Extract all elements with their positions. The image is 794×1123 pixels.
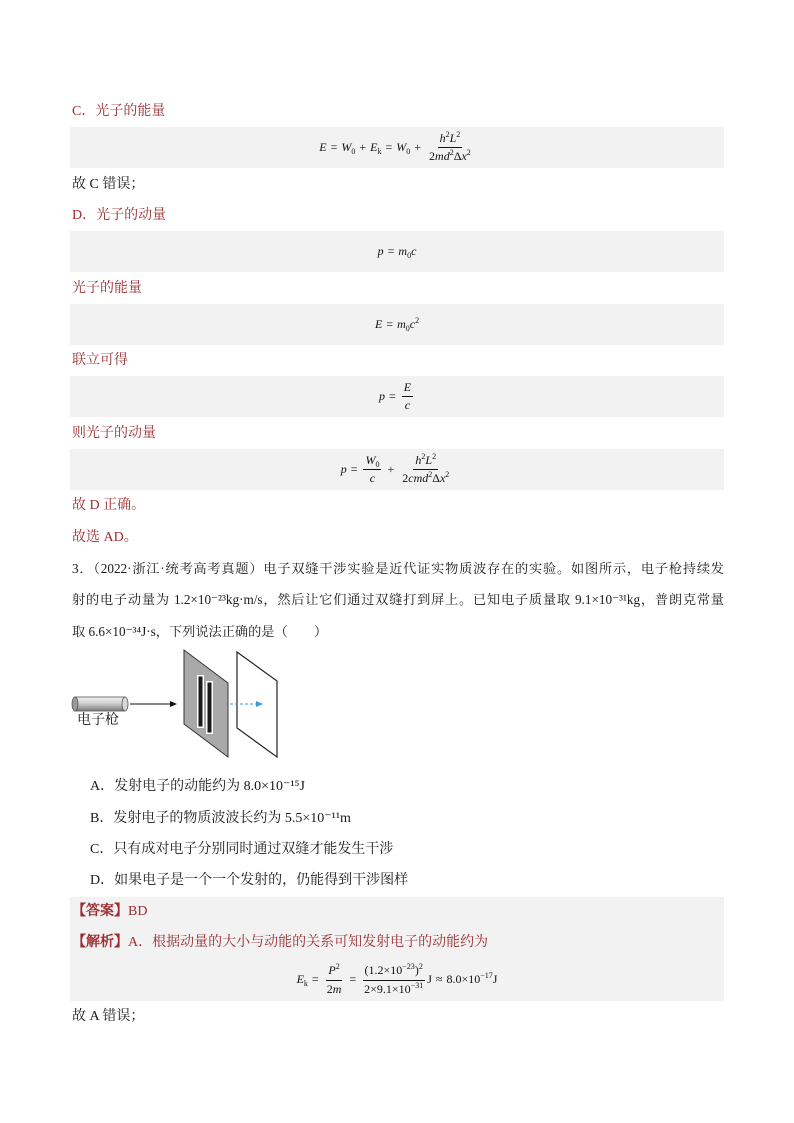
math-operator: +	[414, 139, 422, 154]
math-variable: $m_0$	[397, 316, 410, 333]
final-momentum-formula	[340, 451, 454, 485]
kinetic-energy-formula-row	[70, 959, 724, 1001]
fraction-denominator	[362, 981, 425, 996]
math-number: 2	[429, 149, 436, 163]
math-number: J	[492, 972, 498, 987]
electron-gun	[72, 697, 128, 711]
math-superscript: 2	[445, 129, 450, 139]
math-variable: m	[332, 981, 342, 996]
math-superscript: 2	[421, 451, 426, 461]
formula-box	[70, 304, 724, 345]
electron-gun-body	[75, 697, 125, 711]
math-variable: $m_0$	[398, 243, 412, 260]
math-superscript: 2	[466, 148, 471, 157]
fraction	[325, 964, 344, 995]
option-c-heading: C．光子的能量	[72, 104, 166, 119]
math-superscript: −31	[410, 980, 424, 990]
math-superscript: 2	[445, 470, 450, 479]
math-variable: $c^2$	[409, 315, 420, 331]
electron-gun-label: 电子枪	[77, 713, 119, 728]
mass-energy-formula	[374, 315, 420, 333]
fraction-denominator	[325, 981, 344, 996]
option-c: C．只有成对电子分别同时通过双缝才能发生干涉	[90, 842, 394, 857]
slit	[199, 677, 203, 727]
math-subscript: 0	[405, 323, 410, 333]
fraction-numerator	[402, 381, 413, 397]
math-number: $8.0\times 10^{-17}$	[446, 971, 493, 987]
math-subscript: 0	[406, 146, 411, 156]
math-variable: $L^2$	[425, 451, 437, 467]
math-operator: =	[311, 972, 319, 987]
math-operator: =	[349, 972, 357, 987]
electron-gun-muzzle	[122, 697, 128, 711]
math-operator: =	[385, 139, 393, 154]
math-operator: ≈	[435, 972, 443, 987]
math-variable: $L^2$	[449, 129, 461, 145]
fraction-numerator	[363, 454, 381, 470]
math-variable: E	[403, 379, 412, 394]
analysis-line	[72, 933, 488, 953]
math-subscript: k	[377, 146, 382, 156]
answer-tag: 【答案】	[72, 904, 128, 919]
question-text-line: 取 6.6×10⁻³⁴J·s，下列说法正确的是（ ）	[72, 624, 328, 639]
math-operator: +	[387, 461, 395, 476]
option-a: A．发射电子的动能约为 8.0×10⁻¹⁵J	[90, 779, 305, 794]
math-variable: $W_0$	[396, 139, 411, 156]
math-variable: E	[374, 316, 383, 331]
math-variable: c	[404, 398, 411, 412]
math-operator: =	[350, 461, 358, 476]
electron-beam-arrow	[130, 701, 177, 707]
fraction-numerator	[438, 129, 463, 148]
energy-label: 光子的能量	[72, 281, 142, 296]
math-variable: $x^2$	[439, 470, 450, 485]
kinetic-energy-formula	[297, 964, 498, 995]
formula-box	[70, 127, 724, 168]
math-variable: $P^2$	[328, 962, 340, 978]
double-slit-figure	[66, 644, 286, 764]
answer-value: BD	[128, 904, 148, 919]
formula-box	[70, 231, 724, 272]
option-c-conclusion: 故 C 错误；	[72, 177, 145, 192]
math-variable: E	[319, 139, 327, 154]
math-variable: p	[340, 461, 347, 476]
math-variable: p	[378, 388, 385, 403]
arrow-head	[170, 701, 177, 707]
math-superscript: 2	[335, 962, 340, 972]
momentum-label: 则光子的动量	[72, 426, 156, 441]
math-variable: c	[408, 471, 414, 485]
slit	[208, 683, 212, 733]
fraction	[362, 964, 425, 995]
math-variable: $h^2$	[439, 129, 450, 145]
fraction-numerator	[326, 964, 341, 980]
slit-plate	[184, 650, 228, 757]
math-variable: m	[413, 471, 423, 485]
math-variable: $E_k$	[296, 972, 308, 989]
math-number: $2\times 9.1\times 10^{-31}$	[364, 980, 424, 996]
math-superscript: −23	[402, 962, 415, 972]
math-number: Δ	[453, 149, 462, 163]
option-d-heading: D．光子的动量	[72, 208, 167, 223]
option-a-conclusion: 故 A 错误；	[72, 1009, 145, 1024]
math-operator: =	[330, 139, 338, 154]
math-superscript: 2	[456, 129, 461, 139]
math-variable: $W_0$	[365, 452, 380, 469]
math-variable: $d^2$	[443, 148, 454, 163]
answer-line	[72, 902, 147, 922]
math-number: 2	[326, 981, 333, 996]
formula-box	[70, 449, 724, 490]
math-number: )$^2$	[414, 962, 423, 978]
math-superscript: −17	[480, 971, 493, 981]
math-superscript: 2	[449, 148, 454, 157]
final-choice: 故选 AD。	[72, 530, 138, 545]
option-b: B．发射电子的物质波波长约为 5.5×10⁻¹¹m	[90, 811, 351, 826]
option-d-conclusion: 故 D 正确。	[72, 498, 146, 513]
math-variable: c	[411, 243, 417, 258]
math-operator: =	[386, 316, 394, 331]
math-subscript: 0	[351, 146, 356, 156]
math-variable: p	[377, 243, 384, 258]
math-number: ($1.2\times 10^{-23}$	[364, 962, 415, 978]
math-variable: m	[435, 149, 444, 163]
fraction-denominator	[400, 470, 451, 485]
math-superscript: 2	[428, 470, 433, 479]
math-operator: =	[388, 388, 396, 403]
fraction	[363, 454, 381, 485]
math-variable: c	[369, 471, 376, 485]
math-operator: +	[359, 139, 367, 154]
fraction	[427, 129, 473, 163]
math-subscript: 0	[375, 459, 380, 469]
electron-gun-back	[72, 697, 78, 711]
question-text-line: 射的电子动量为 1.2×10⁻²³kg·m/s，然后让它们通过双缝打到屏上。已知电子质量取 9.1×10⁻³¹kg，普朗克常量	[72, 592, 724, 607]
math-superscript: 2	[415, 315, 420, 325]
fraction	[402, 381, 413, 412]
math-number: J	[427, 972, 432, 987]
fraction-numerator	[363, 964, 425, 980]
math-superscript: 2	[418, 962, 423, 972]
analysis-tag: 【解析】	[72, 935, 128, 950]
photon-momentum-formula	[378, 245, 417, 258]
math-variable: $d^2$	[422, 470, 433, 485]
math-number: 2	[402, 471, 409, 485]
analysis-text: A．根据动量的大小与动能的关系可知发射电子的动能约为	[128, 935, 489, 950]
combine-label: 联立可得	[72, 353, 128, 368]
combined-formula	[379, 381, 415, 412]
fraction-denominator	[403, 397, 412, 412]
fraction-numerator	[413, 451, 438, 470]
math-subscript: k	[303, 979, 308, 989]
math-variable: $h^2$	[415, 451, 426, 467]
math-operator: =	[387, 243, 395, 258]
math-superscript: 2	[432, 451, 437, 461]
math-variable: $E_k$	[370, 139, 382, 156]
photon-energy-formula	[319, 129, 475, 163]
formula-box	[70, 376, 724, 417]
math-subscript: 0	[407, 250, 412, 260]
fraction-denominator	[368, 470, 377, 485]
math-variable: $x^2$	[461, 148, 471, 163]
fraction	[400, 451, 451, 485]
math-number: Δ	[432, 471, 440, 485]
fraction-denominator	[427, 148, 473, 163]
option-d: D．如果电子是一个一个发射的，仍能得到干涉图样	[90, 873, 409, 888]
math-variable: $W_0$	[341, 139, 356, 156]
question-text-line: 3．（2022·浙江·统考高考真题）电子双缝干涉实验是近代证实物质波存在的实验。如图所示，电子枪持续发	[72, 561, 724, 576]
